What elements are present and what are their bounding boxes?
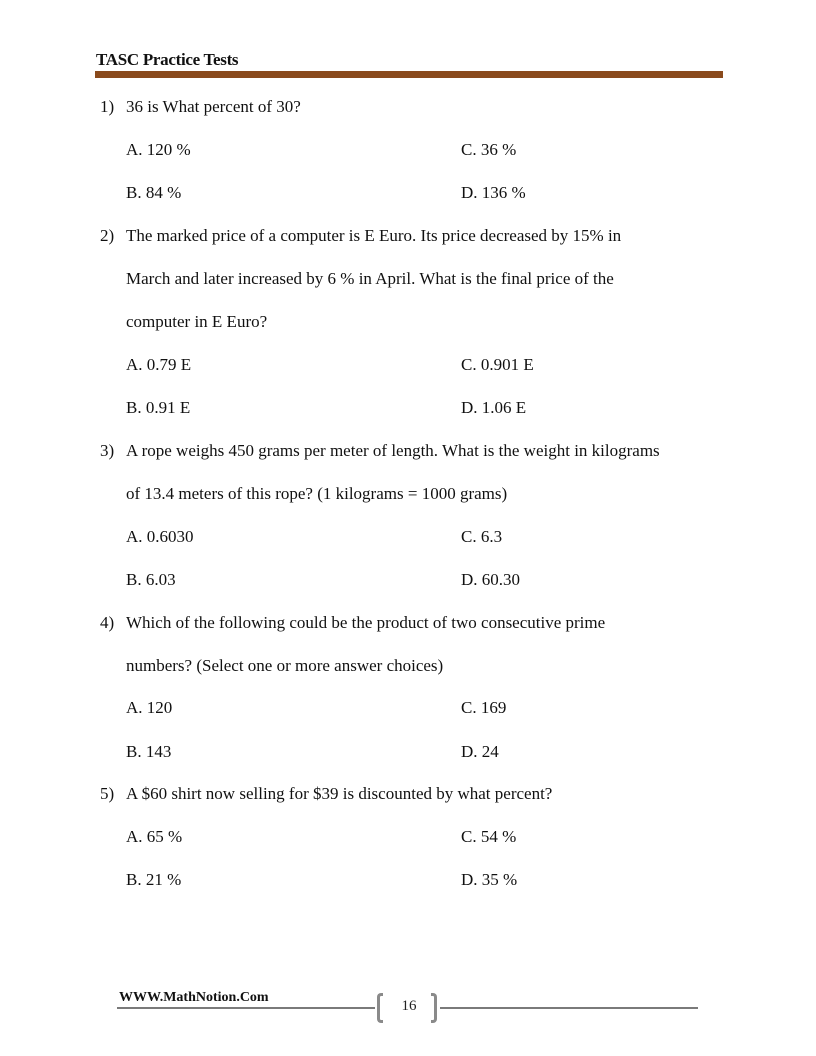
option-b: B. 143 xyxy=(126,742,172,761)
question-number: 2) xyxy=(100,226,115,245)
header-rule xyxy=(95,71,723,78)
question-text: Which of the following could be the product of two consecutive prime xyxy=(126,613,606,632)
option-a: A. 65 % xyxy=(126,827,183,846)
option-a: A. 120 % xyxy=(126,140,191,159)
question-text: The marked price of a computer is E Euro. Its price decreased by 15% in xyxy=(126,226,622,245)
question-text: of 13.4 meters of this rope? (1 kilograms = 1000 grams) xyxy=(126,484,508,503)
option-d: D. 1.06 E xyxy=(461,398,527,417)
option-a: A. 0.79 E xyxy=(126,355,192,374)
option-d: D. 136 % xyxy=(461,183,526,202)
option-c: C. 36 % xyxy=(461,140,517,159)
option-b: B. 84 % xyxy=(126,183,182,202)
option-b: B. 21 % xyxy=(126,870,182,889)
header-title: TASC Practice Tests xyxy=(96,50,239,69)
option-b: B. 6.03 xyxy=(126,570,176,589)
page-number-bracket-right xyxy=(431,993,437,1023)
question-number: 5) xyxy=(100,784,115,803)
option-a: A. 120 xyxy=(126,698,173,717)
option-d: D. 60.30 xyxy=(461,570,521,589)
question-number: 4) xyxy=(100,613,115,632)
question-text: computer in E Euro? xyxy=(126,312,268,331)
footer-site-url: WWW.MathNotion.Com xyxy=(119,990,269,1005)
option-c: C. 54 % xyxy=(461,827,517,846)
question-number: 1) xyxy=(100,97,115,116)
question-text: A rope weighs 450 grams per meter of length. What is the weight in kilograms xyxy=(126,441,660,460)
footer-rule-right xyxy=(440,1007,698,1009)
page-number-bracket-left xyxy=(377,993,383,1023)
option-c: C. 6.3 xyxy=(461,527,503,546)
question-text: numbers? (Select one or more answer choices) xyxy=(126,656,444,675)
option-c: C. 169 xyxy=(461,698,507,717)
option-b: B. 0.91 E xyxy=(126,398,191,417)
page-number: 16 xyxy=(401,998,417,1014)
question-text: March and later increased by 6 % in April. What is the final price of the xyxy=(126,269,614,288)
option-d: D. 35 % xyxy=(461,870,518,889)
option-c: C. 0.901 E xyxy=(461,355,534,374)
option-a: A. 0.6030 xyxy=(126,527,194,546)
question-text: 36 is What percent of 30? xyxy=(126,97,301,116)
question-text: A $60 shirt now selling for $39 is discounted by what percent? xyxy=(126,784,553,803)
option-d: D. 24 xyxy=(461,742,499,761)
question-number: 3) xyxy=(100,441,115,460)
footer-rule-left xyxy=(117,1007,375,1009)
